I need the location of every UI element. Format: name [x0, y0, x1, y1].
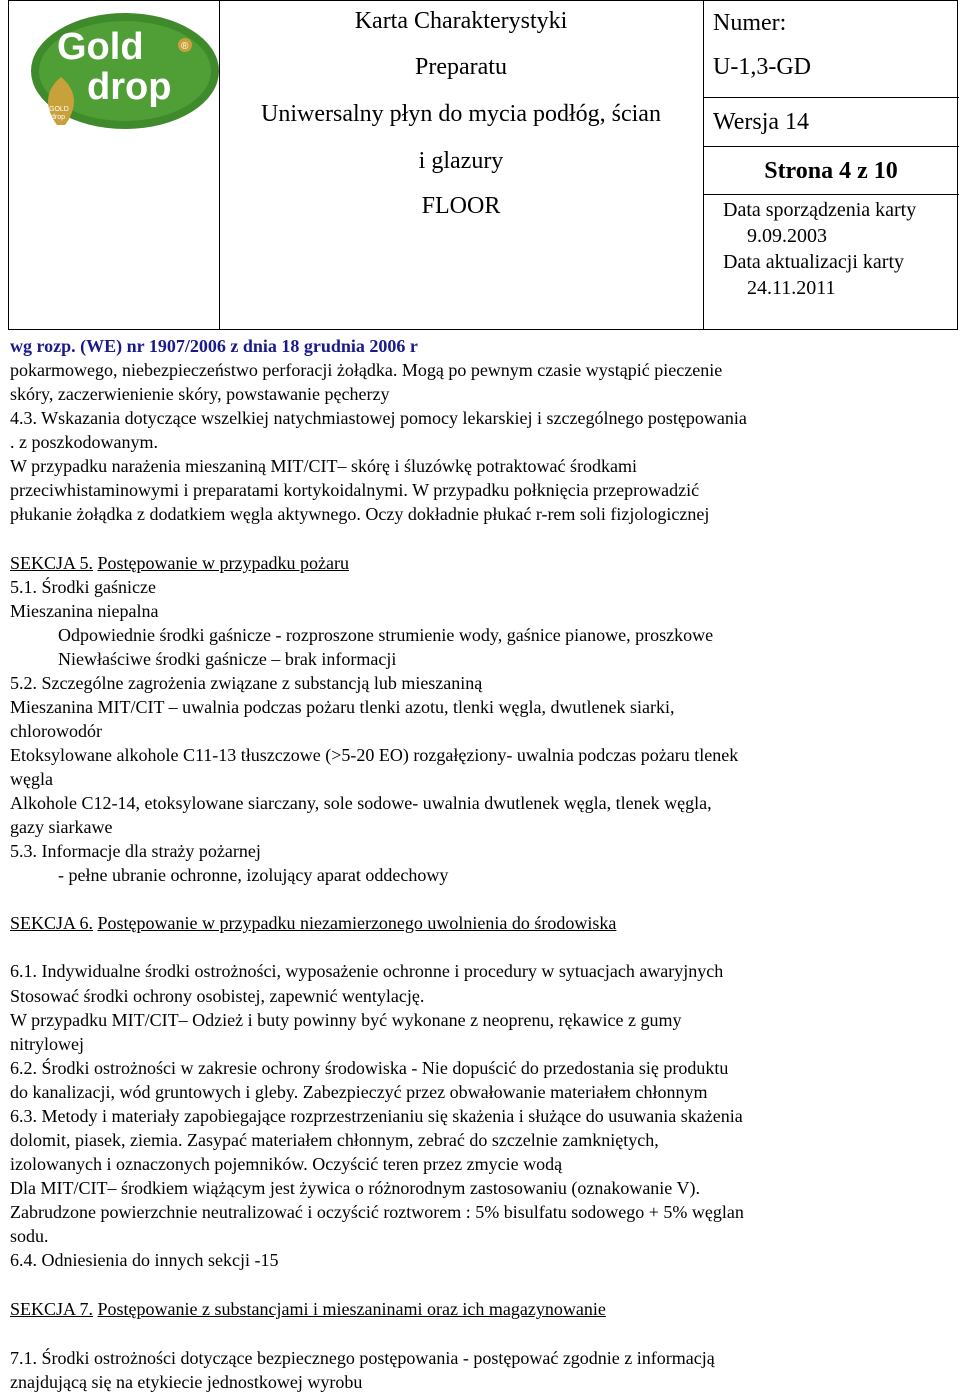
text-line: W przypadku narażenia mieszaniną MIT/CIT– skórę i śluzówkę potraktować środkami — [10, 456, 637, 476]
updated-date-label: Data aktualizacji karty — [723, 251, 905, 273]
text-line: przeciwhistaminowymi i preparatami kortykoidalnymi. W przypadku połknięcia przeprowadzić — [10, 480, 700, 500]
text-line: sodu. — [10, 1226, 49, 1246]
section-label: SEKCJA 6. — [10, 913, 94, 933]
section-label: SEKCJA 5. — [10, 553, 94, 573]
page-number: Strona 4 z 10 — [764, 158, 898, 184]
regulation-ref: wg rozp. (WE) nr 1907/2006 z dnia 18 grudnia 2006 r — [10, 336, 418, 356]
text-line: - pełne ubranie ochronne, izolujący aparat oddechowy — [58, 865, 449, 885]
text-line: węgla — [10, 769, 53, 789]
logo-text-drop: drop — [87, 66, 172, 108]
text-line: Mieszanina MIT/CIT – uwalnia podczas pożaru tlenki azotu, tlenki węgla, dwutlenek siarki, — [10, 697, 675, 717]
document-subtitle: Preparatu — [415, 54, 507, 80]
text-line: Alkohole C12-14, etoksylowane siarczany, sole sodowe- uwalnia dwutlenek węgla, tlenek węgla, — [10, 793, 712, 813]
logo-small-text: drop — [51, 114, 66, 121]
text-line: gazy siarkawe — [10, 817, 113, 837]
section-7-heading — [10, 1297, 606, 1321]
subsection-heading: 4.3. Wskazania dotyczące wszelkiej natychmiastowej pomocy lekarskiej i szczególnego postępowania — [10, 408, 747, 428]
text-line: Etoksylowane alkohole C11-13 tłuszczowe (>5-20 EO) rozgałęziony- uwalnia podczas pożaru tlenek — [10, 745, 739, 765]
text-line: pokarmowego, niebezpieczeństwo perforacji żołądka. Mogą po pewnym czasie wystąpić pieczenie — [10, 360, 723, 380]
text-line: Odpowiednie środki gaśnicze - rozproszone strumienie wody, gaśnice pianowe, proszkowe — [58, 625, 714, 645]
subsection-heading: 5.1. Środki gaśnicze — [10, 577, 156, 597]
section-6-heading — [10, 911, 616, 935]
text-line: . z poszkodowanym. — [10, 432, 158, 452]
text-line: W przypadku MIT/CIT– Odzież i buty powinny być wykonane z neoprenu, rękawice z gumy — [10, 1010, 682, 1030]
text-line: Stosować środki ochrony osobistej, zapewnić wentylację. — [10, 986, 425, 1006]
text-line: do kanalizacji, wód gruntowych i gleby. Zabezpieczyć przez obwałowanie materiałem chłonnym — [10, 1082, 708, 1102]
text-line: nitrylowej — [10, 1034, 84, 1054]
text-line: dolomit, piasek, ziemia. Zasypać materiałem chłonnym, zebrać do szczelnie zamkniętych, — [10, 1130, 659, 1150]
text-line: Niewłaściwe środki gaśnicze – brak informacji — [58, 649, 397, 669]
document-title: Karta Charakterystyki — [354, 8, 568, 34]
numer-value: U-1,3-GD — [713, 54, 811, 80]
product-line-1: Uniwersalny płyn do mycia podłóg, ścian — [261, 101, 661, 127]
text-line: płukanie żołądka z dodatkiem węgla aktywnego. Oczy dokładnie płukać r-rem soli fizjologicznej — [10, 504, 710, 524]
section-title: Postępowanie z substancjami i mieszaninami oraz ich magazynowanie — [97, 1299, 606, 1319]
subsection-heading: 6.2. Środki ostrożności w zakresie ochrony środowiska - Nie dopuścić do przedostania się produktu — [10, 1058, 729, 1078]
logo-registered: ® — [181, 41, 189, 52]
logo-small-text: GOLD — [49, 106, 69, 113]
section-title: Postępowanie w przypadku niezamierzonego uwolnienia do środowiska — [97, 913, 617, 933]
section-5-heading — [10, 551, 349, 575]
text-line: izolowanych i oznaczonych pojemników. Oczyścić teren przez zmycie wodą — [10, 1154, 563, 1174]
logo-text-gold: Gold — [57, 26, 144, 68]
product-name: FLOOR — [421, 193, 501, 219]
subsection-heading: 6.1. Indywidualne środki ostrożności, wyposażenie ochronne i procedury w sytuacjach awaryjnych — [10, 961, 724, 981]
section-title: Postępowanie w przypadku pożaru — [97, 553, 349, 573]
header-table — [8, 0, 958, 330]
gold-drop-logo — [27, 7, 223, 133]
subsection-heading: 5.3. Informacje dla straży pożarnej — [10, 841, 261, 861]
subsection-heading: 6.4. Odniesienia do innych sekcji -15 — [10, 1250, 279, 1270]
created-date-label: Data sporządzenia karty — [723, 199, 917, 221]
subsection-heading: 5.2. Szczególne zagrożenia związane z substancją lub mieszaniną — [10, 673, 483, 693]
header-divider — [703, 97, 959, 98]
text-line: Mieszanina niepalna — [10, 601, 159, 621]
text-line: Zabrudzone powierzchnie neutralizować i oczyścić roztworem : 5% bisulfatu sodowego + 5% węglan — [10, 1202, 744, 1222]
header-divider — [703, 146, 959, 147]
version: Wersja 14 — [713, 109, 810, 135]
updated-date-value: 24.11.2011 — [747, 277, 836, 299]
text-line: znajdującą się na etykiecie jednostkowej wyrobu — [10, 1372, 363, 1392]
numer-label: Numer: — [713, 10, 787, 36]
subsection-heading: 6.3. Metody i materiały zapobiegające rozprzestrzenianiu się skażenia i służące do usuwania skażenia — [10, 1106, 743, 1126]
text-line: chlorowodór — [10, 721, 102, 741]
product-line-2: i glazury — [418, 148, 504, 174]
text-line: Dla MIT/CIT– środkiem wiążącym jest żywica o różnorodnym zastosowaniu (oznakowanie V). — [10, 1178, 700, 1198]
section-label: SEKCJA 7. — [10, 1299, 94, 1319]
subsection-heading: 7.1. Środki ostrożności dotyczące bezpiecznego postępowania - postępować zgodnie z informacją — [10, 1348, 715, 1368]
created-date-value: 9.09.2003 — [747, 225, 827, 247]
text-line: skóry, zaczerwienienie skóry, powstawanie pęcherzy — [10, 384, 390, 404]
header-divider — [703, 194, 959, 195]
